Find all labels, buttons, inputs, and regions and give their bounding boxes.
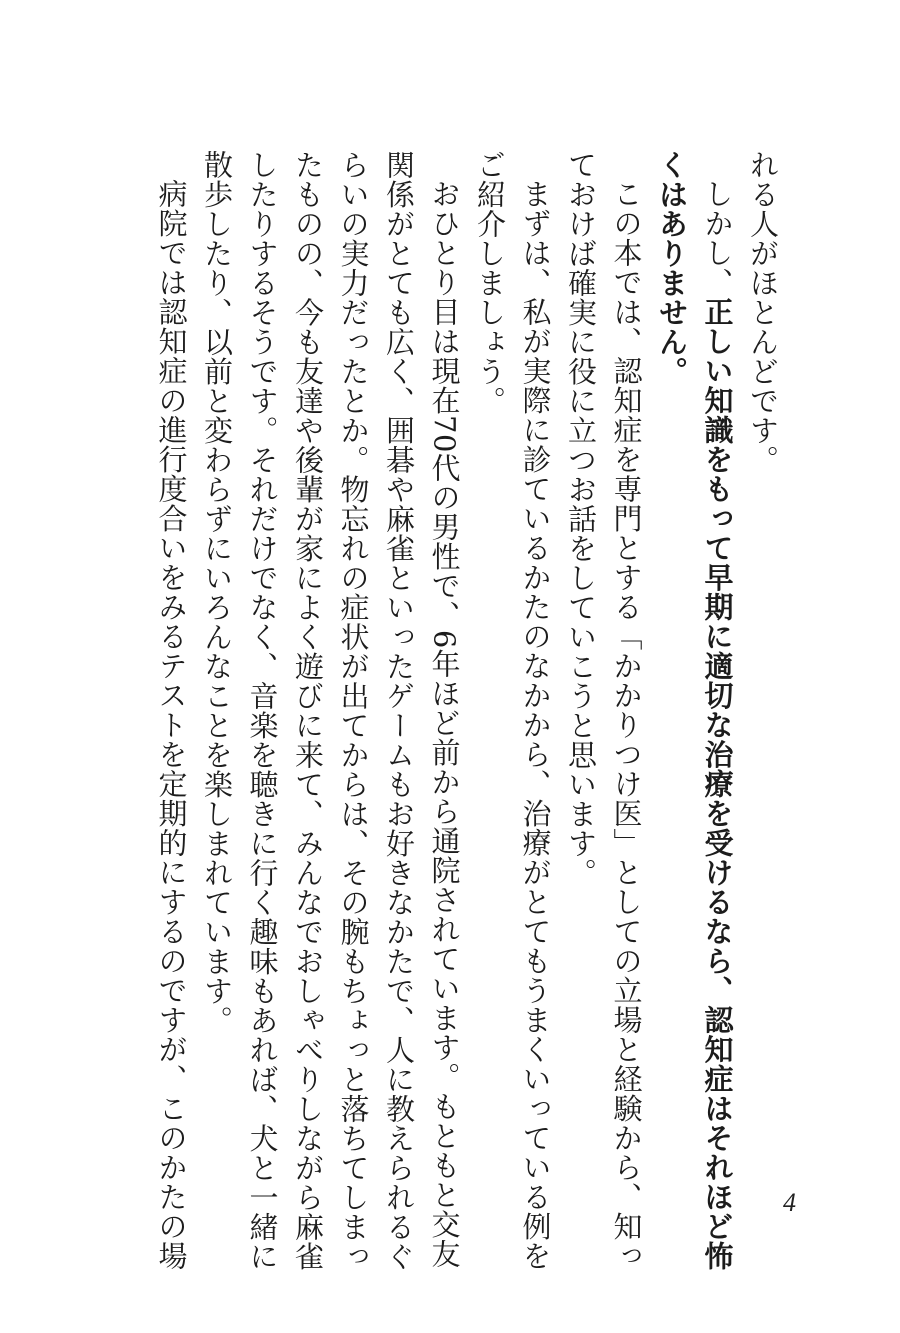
- text-line: [558, 150, 604, 1140]
- emphasized-text: 正しい知識をもって早期に適切な治療を受けるなら、認知症はそれほど怖: [700, 297, 735, 1271]
- page-number: 4: [783, 1188, 796, 1217]
- text-line: [376, 150, 422, 1271]
- text-line: [467, 150, 513, 1140]
- text-line: [740, 150, 786, 1140]
- text-segment: 病院では認知症の進行度合いをみるテストを定期的にするのですが、このかたの場: [154, 179, 189, 1271]
- text-segment: したりするそうです。それだけでなく、音楽を聴きに行く趣味もあれば、犬と一緒に: [245, 150, 280, 1271]
- text-segment: おひとり目は現在70代の男性で、6年ほど前から通院されています。もともと交友: [427, 179, 462, 1269]
- emphasized-text: くはありません。: [655, 150, 689, 386]
- text-line: [421, 150, 467, 1269]
- text-segment: れる人がほとんどです。: [746, 150, 780, 475]
- text-line: [603, 150, 649, 1271]
- text-segment: しかし、: [700, 179, 735, 297]
- text-line: [512, 150, 558, 1271]
- text-segment: この本では、認知症を専門とする「かかりつけ医」としての立場と経験から、知っ: [609, 179, 644, 1271]
- text-segment: 関係がとても広く、囲碁や麻雀といったゲームもお好きなかたで、人に教えられるぐ: [382, 150, 416, 1271]
- text-line: [330, 150, 376, 1271]
- text-segment: ご紹介しましょう。: [473, 150, 507, 416]
- text-line: [239, 150, 285, 1271]
- text-line: [649, 150, 695, 1140]
- text-segment: まずは、私が実際に診ているかたのなかから、治療がとてもうまくいっている例を: [518, 179, 553, 1271]
- text-segment: らいの実力だったとか。物忘れの症状が出てからは、その腕もちょっと落ちてしまっ: [336, 150, 371, 1271]
- text-segment: 散歩したり、以前と変わらずにいろんなことを楽しまれています。: [200, 150, 234, 1035]
- text-segment: ておけば確実に役に立つお話をしていこうと思います。: [564, 150, 598, 888]
- text-line: [194, 150, 240, 1140]
- text-line: [148, 150, 194, 1271]
- text-segment: たものの、今も友達や後輩が家によく遊びに来て、みんなでおしゃべりしながら麻雀: [291, 150, 325, 1271]
- text-line: [285, 150, 331, 1271]
- text-line: [694, 150, 740, 1271]
- body-text: [95, 150, 785, 1271]
